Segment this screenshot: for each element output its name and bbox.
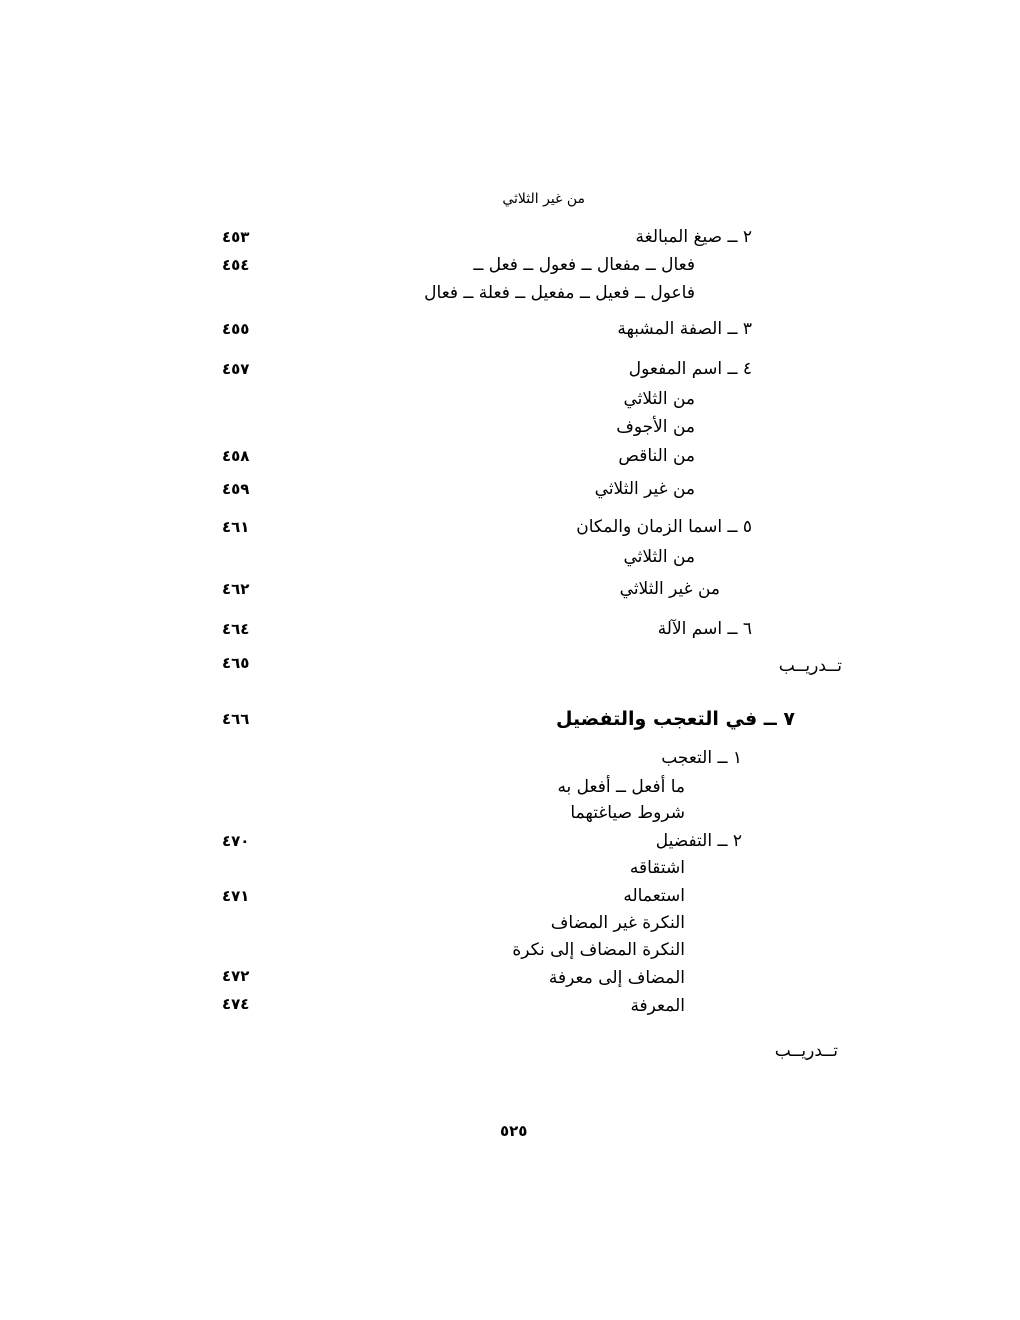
toc-entry-ism-maful: ٤ ــ اسم المفعول — [628, 359, 752, 379]
toc-entry-mubalagha: ٢ ــ صيغ المبالغة — [635, 227, 752, 247]
toc-page-457: ٤٥٧ — [222, 360, 250, 378]
toc-page-472: ٤٧٢ — [222, 967, 250, 985]
toc-page-471: ٤٧١ — [222, 887, 250, 905]
toc-page-466: ٤٦٦ — [222, 710, 250, 728]
continued-header: من غير الثلاثي — [502, 191, 585, 207]
toc-subentry-ishtiqaq: اشتقاقه — [629, 858, 685, 878]
toc-chapter-taajjub-tafdil: ٧ ــ في التعجب والتفضيل — [556, 708, 795, 730]
toc-page-464: ٤٦٤ — [222, 620, 250, 638]
toc-subentry-thulathi-2: من الثلاثي — [623, 547, 695, 567]
toc-subentry-istimal: استعماله — [623, 886, 685, 906]
toc-entry-taajjub: ١ ــ التعجب — [661, 748, 742, 768]
toc-page-474: ٤٧٤ — [222, 995, 250, 1013]
toc-subentry-nakira-ghayr-mudaf: النكرة غير المضاف — [550, 913, 685, 933]
toc-entry-tadrib-2: تــدريــب — [774, 1041, 838, 1061]
toc-page-465: ٤٦٥ — [222, 654, 250, 672]
toc-subentry-forms-1: فعال ــ مفعال ــ فعول ــ فعل ــ — [473, 255, 695, 275]
toc-subentry-ma-afala: ما أفعل ــ أفعل به — [557, 777, 685, 797]
toc-page-455: ٤٥٥ — [222, 320, 250, 338]
toc-entry-tafdil: ٢ ــ التفضيل — [655, 831, 742, 851]
toc-subentry-naqis: من الناقص — [618, 446, 695, 466]
page-number: ٥٢٥ — [500, 1122, 528, 1140]
toc-entry-tadrib-1: تــدريــب — [778, 656, 842, 676]
toc-subentry-ajwaf: من الأجوف — [616, 417, 695, 437]
toc-page-458: ٤٥٨ — [222, 447, 250, 465]
toc-entry-zaman-makan: ٥ ــ اسما الزمان والمكان — [576, 517, 752, 537]
toc-page-459: ٤٥٩ — [222, 480, 250, 498]
toc-subentry-thulathi: من الثلاثي — [623, 389, 695, 409]
toc-subentry-forms-2: فاعول ــ فعيل ــ مفعيل ــ فعلة ــ فعال — [424, 283, 695, 303]
toc-page-462: ٤٦٢ — [222, 580, 250, 598]
toc-page-461: ٤٦١ — [222, 518, 250, 536]
toc-subentry-ghayr-thulathi: من غير الثلاثي — [594, 479, 695, 499]
toc-subentry-nakira-mudaf: النكرة المضاف إلى نكرة — [512, 940, 685, 960]
toc-page-470: ٤٧٠ — [222, 832, 250, 850]
toc-entry-sifa-mushabbaha: ٣ ــ الصفة المشبهة — [617, 319, 752, 339]
toc-page-454: ٤٥٤ — [222, 256, 250, 274]
toc-subentry-ghayr-thulathi-2: من غير الثلاثي — [619, 579, 720, 599]
toc-subentry-shurut: شروط صياغتهما — [570, 803, 685, 823]
toc-subentry-mudaf-marifa: المضاف إلى معرفة — [548, 968, 685, 988]
toc-page-453: ٤٥٣ — [222, 228, 250, 246]
toc-entry-ism-ala: ٦ ــ اسم الآلة — [657, 619, 752, 639]
toc-subentry-marifa: المعرفة — [630, 996, 685, 1016]
